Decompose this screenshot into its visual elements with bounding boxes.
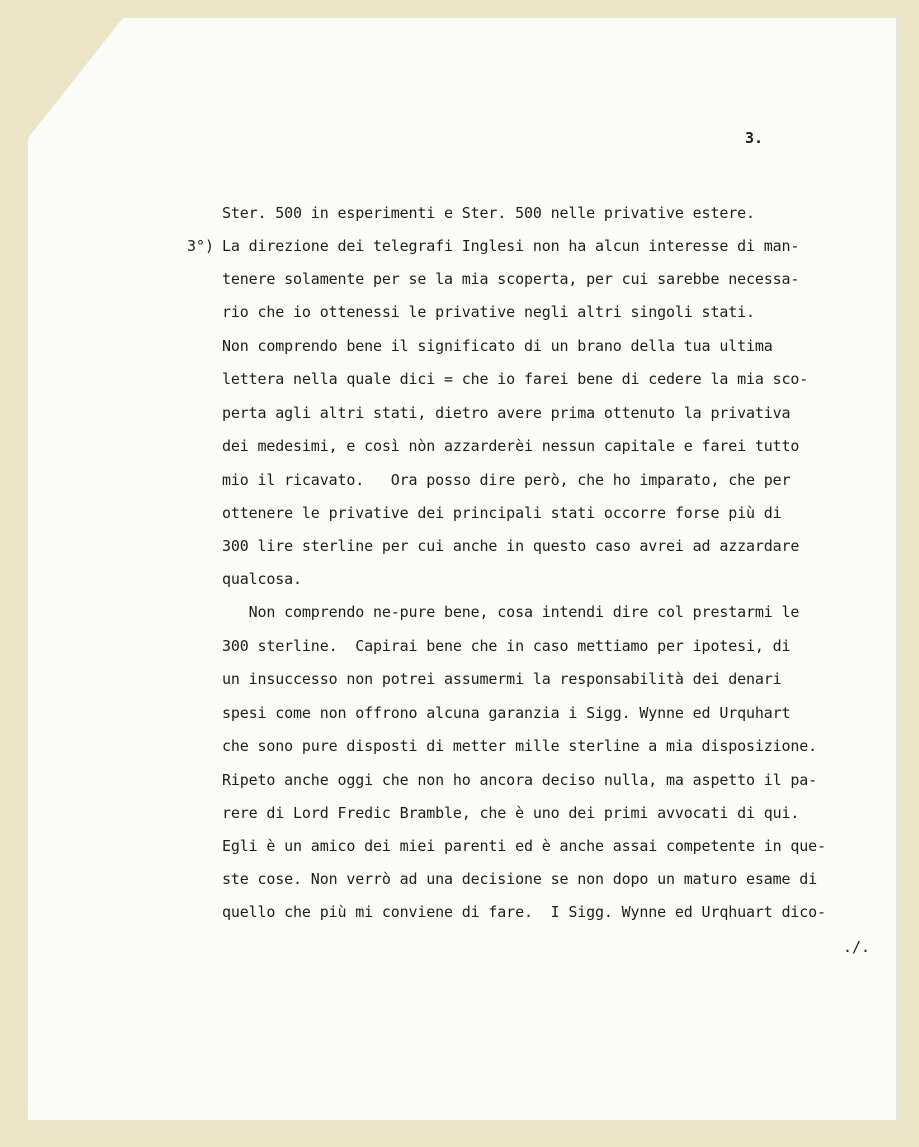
sheet-edge bbox=[896, 18, 902, 1120]
page-number: 3. bbox=[745, 129, 764, 147]
text-line: qualcosa. bbox=[222, 570, 302, 588]
text-line: tenere solamente per se la mia scoperta, per cui sarebbe necessa- bbox=[222, 270, 800, 288]
text-line: Non comprendo bene il significato di un brano della tua ultima bbox=[222, 337, 773, 355]
text-line: 300 sterline. Capirai bene che in caso mettiamo per ipotesi, di bbox=[222, 637, 791, 655]
text-line: dei medesimi, e così nòn azzarderèi nessun capitale e farei tutto bbox=[222, 437, 800, 455]
text-line: 300 lire sterline per cui anche in questo caso avrei ad azzardare bbox=[222, 537, 800, 555]
text-line: Ster. 500 in esperimenti e Ster. 500 nelle privative estere. bbox=[222, 204, 755, 222]
continuation-mark: ./. bbox=[843, 938, 871, 956]
text-line: che sono pure disposti di metter mille sterline a mia disposizione. bbox=[222, 737, 818, 755]
text-line: lettera nella quale dici = che io farei bene di cedere la mia sco- bbox=[222, 370, 809, 388]
text-line: mio il ricavato. Ora posso dire però, che ho imparato, che per bbox=[222, 471, 791, 489]
list-marker: 3°) bbox=[187, 237, 215, 255]
text-line: perta agli altri stati, dietro avere prima ottenuto la privativa bbox=[222, 404, 791, 422]
text-line: rio che io ottenessi le privative negli altri singoli stati. bbox=[222, 303, 755, 321]
text-line: quello che più mi conviene di fare. I Sigg. Wynne ed Urqhuart dico- bbox=[222, 903, 826, 921]
text-line: ottenere le privative dei principali stati occorre forse più di bbox=[222, 504, 782, 522]
text-line: spesi come non offrono alcuna garanzia i Sigg. Wynne ed Urquhart bbox=[222, 704, 791, 722]
paper-sheet bbox=[28, 18, 896, 1120]
text-line: ste cose. Non verrò ad una decisione se non dopo un maturo esame di bbox=[222, 870, 818, 888]
text-line: Ripeto anche oggi che non ho ancora deciso nulla, ma aspetto il pa- bbox=[222, 771, 818, 789]
text-line: La direzione dei telegrafi Inglesi non ha alcun interesse di man- bbox=[222, 237, 800, 255]
text-line: rere di Lord Fredic Bramble, che è uno dei primi avvocati di qui. bbox=[222, 804, 800, 822]
text-line: Egli è un amico dei miei parenti ed è anche assai competente in que- bbox=[222, 837, 826, 855]
text-line: un insuccesso non potrei assumermi la responsabilità dei denari bbox=[222, 670, 782, 688]
text-line: Non comprendo ne-pure bene, cosa intendi dire col prestarmi le bbox=[222, 603, 800, 621]
